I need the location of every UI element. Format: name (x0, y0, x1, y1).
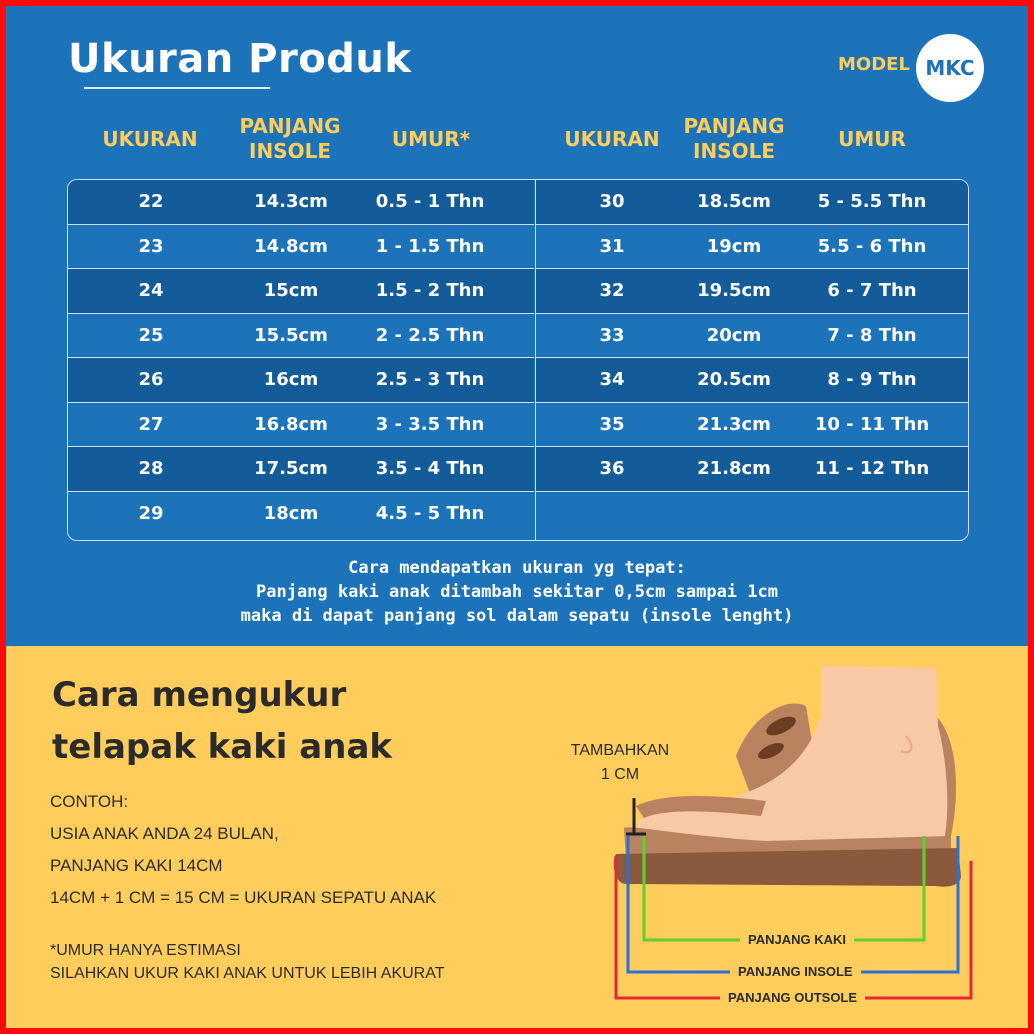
cell-insole: 21.3cm (697, 413, 771, 435)
add-label-line2: 1 CM (600, 766, 640, 783)
table-row (68, 447, 534, 492)
cell-insole: 18cm (263, 502, 319, 524)
size-table-right (535, 180, 969, 540)
cell-size: 25 (138, 324, 164, 346)
cell-age: 5 - 5.5 Thn (817, 191, 927, 212)
table-row (68, 269, 534, 314)
cell-insole: 14.3cm (254, 191, 328, 212)
cell-size: 26 (138, 369, 164, 390)
header-panjang-right-line1: PANJANG (683, 114, 785, 138)
table-row (68, 492, 534, 537)
frame (6, 6, 1028, 1028)
table-row (536, 269, 969, 314)
add-1cm-label (568, 739, 672, 787)
cell-insole: 17.5cm (254, 458, 328, 479)
cell-insole: 20.5cm (697, 369, 771, 390)
note-line-3: maka di dapat panjang sol dalam sepatu (insole lenght) (240, 606, 794, 626)
cell-age: 3 - 3.5 Thn (375, 413, 485, 435)
cell-insole: 14.8cm (254, 235, 328, 257)
example-line-1: USIA ANAK ANDA 24 BULAN, (50, 824, 279, 843)
cell-size: 22 (138, 191, 164, 212)
cell-size: 28 (138, 458, 164, 479)
add-label-line1: TAMBAHKAN (570, 742, 670, 759)
table-row (68, 180, 534, 225)
cell-age: 7 - 8 Thn (827, 324, 917, 346)
example-label: CONTOH: (50, 792, 129, 811)
cell-age: 10 - 11 Thn (814, 413, 930, 435)
cell-age: 5.5 - 6 Thn (817, 235, 927, 257)
cell-size: 23 (138, 235, 164, 257)
cell-age: 8 - 9 Thn (827, 369, 917, 390)
cell-age: 6 - 7 Thn (827, 280, 917, 301)
example-line-2: PANJANG KAKI 14CM (50, 856, 223, 875)
howto-title-line2: telapak kaki anak (52, 727, 392, 767)
cell-insole: 18.5cm (697, 191, 771, 212)
cell-size: 35 (599, 413, 625, 435)
cell-size: 29 (138, 502, 164, 524)
cell-age: 3.5 - 4 Thn (375, 458, 485, 479)
cell-age: 11 - 12 Thn (814, 458, 930, 479)
cell-age: 1.5 - 2 Thn (375, 280, 485, 301)
sole-outsole (614, 848, 961, 887)
foot-measurement-diagram (566, 656, 986, 1006)
outsole-length-label: PANJANG OUTSOLE (720, 990, 865, 1005)
model-badge: MKC (916, 34, 984, 102)
table-row (536, 225, 969, 270)
table-row (536, 358, 969, 403)
header-umur-right: UMUR (838, 127, 906, 151)
cell-size: 27 (138, 413, 164, 435)
table-row (536, 180, 969, 225)
cell-size: 24 (138, 280, 164, 301)
header-panjang-left-line1: PANJANG (239, 114, 341, 138)
cell-age: 0.5 - 1 Thn (375, 191, 485, 212)
header-panjang-right (683, 114, 784, 164)
cell-insole: 15.5cm (254, 324, 328, 346)
size-table (67, 179, 969, 541)
table-row (536, 403, 969, 448)
table-row (536, 447, 969, 492)
table-row (68, 314, 534, 359)
note-line-2: Panjang kaki anak ditambah sekitar 0,5cm sampai 1cm (256, 582, 778, 602)
cell-size: 32 (599, 280, 625, 301)
cell-age: 2.5 - 3 Thn (375, 369, 485, 390)
example-line-3: 14CM + 1 CM = 15 CM = UKURAN SEPATU ANAK (50, 888, 437, 907)
model-label: MODEL (838, 54, 910, 75)
page-title: Ukuran Produk (68, 36, 412, 82)
cell-insole: 21.8cm (697, 458, 771, 479)
disclaimer-line-2: SILAHKAN UKUR KAKI ANAK UNTUK LEBIH AKURAT (50, 965, 445, 982)
foot-length-label: PANJANG KAKI (740, 932, 854, 947)
cell-insole: 20cm (706, 324, 762, 346)
note-line-1: Cara mendapatkan ukuran yg tepat: (348, 558, 686, 578)
cell-size: 33 (599, 324, 625, 346)
insole-length-label: PANJANG INSOLE (730, 964, 861, 979)
header-panjang-left (239, 114, 340, 164)
cell-size: 34 (599, 369, 625, 390)
size-chart-section (6, 6, 1028, 646)
disclaimer-line-1: *UMUR HANYA ESTIMASI (50, 942, 241, 959)
header-panjang-left-line2: INSOLE (249, 139, 331, 163)
cell-size: 31 (599, 235, 625, 257)
cell-insole: 19cm (706, 235, 762, 257)
header-umur-left: UMUR* (391, 127, 471, 151)
table-row (536, 492, 969, 537)
cell-insole: 16.8cm (254, 413, 328, 435)
header-ukuran-left: UKURAN (102, 127, 198, 151)
title-underline (84, 87, 270, 89)
cell-age: 4.5 - 5 Thn (375, 502, 485, 524)
cell-insole: 16cm (263, 369, 319, 390)
cell-age: 2 - 2.5 Thn (375, 324, 485, 346)
table-row (68, 358, 534, 403)
header-ukuran-right: UKURAN (564, 127, 660, 151)
cell-size: 30 (599, 191, 625, 212)
cell-age: 1 - 1.5 Thn (375, 235, 485, 257)
table-row (68, 403, 534, 448)
cell-insole: 19.5cm (697, 280, 771, 301)
cell-size: 36 (599, 458, 625, 479)
table-row (536, 314, 969, 359)
howto-title-line1: Cara mengukur (52, 675, 347, 715)
cell-insole: 15cm (263, 280, 319, 301)
header-panjang-right-line2: INSOLE (693, 139, 775, 163)
table-row (68, 225, 534, 270)
size-table-left (68, 180, 534, 536)
